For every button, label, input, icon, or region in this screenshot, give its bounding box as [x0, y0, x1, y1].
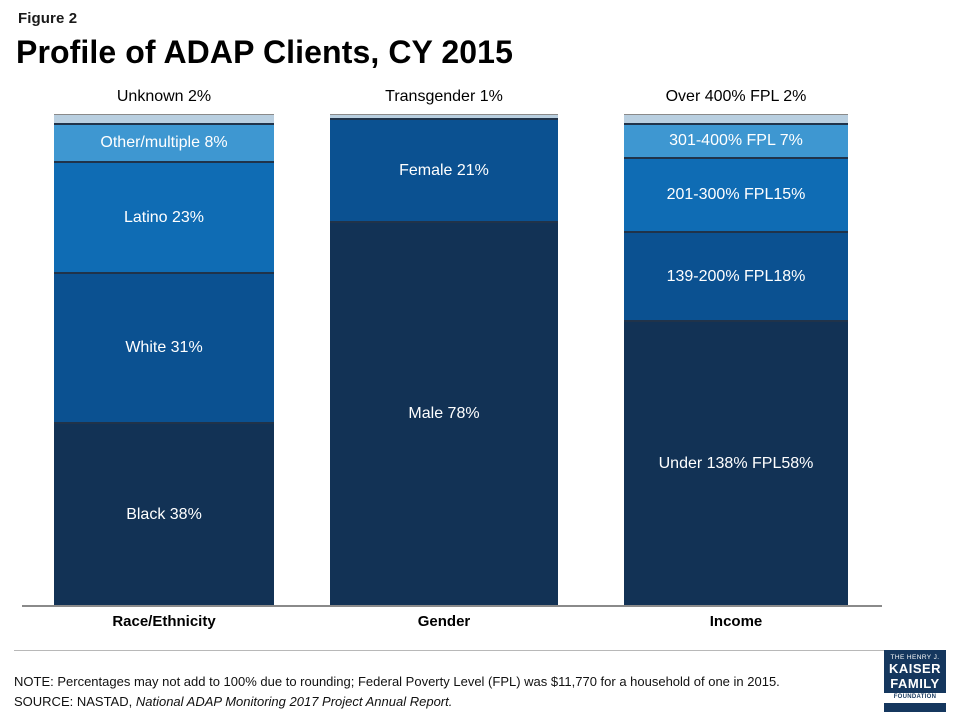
segment-label: White 31%	[125, 339, 203, 357]
segment-label: Black 38%	[126, 505, 202, 523]
segment-label: 139-200% FPL	[666, 267, 774, 285]
category-label-race: Race/Ethnicity	[112, 613, 216, 630]
segment-label: 58%	[781, 454, 814, 472]
segment-label: 201-300% FPL	[666, 186, 774, 204]
segment-label: Under 138% FPL	[658, 454, 782, 472]
segment-label: Male 78%	[408, 405, 480, 423]
bar-group-gender	[330, 88, 558, 608]
outside-label-race: Unknown 2%	[116, 88, 212, 105]
bar-segment-race-ethnicity-3	[54, 273, 274, 423]
stacked-bar-income	[624, 114, 848, 606]
footer-divider	[14, 650, 946, 651]
logo-line-3: FAMILY	[890, 675, 940, 691]
source-title: National ADAP Monitoring 2017 Project Annual Report.	[135, 694, 453, 710]
bar-segment-gender-2	[330, 222, 558, 606]
bar-segment-income-0	[624, 114, 848, 124]
category-label-gender: Gender	[417, 613, 471, 630]
chart-plot-area	[0, 88, 960, 608]
stacked-bar-race	[54, 114, 274, 606]
footnote	[14, 672, 874, 712]
page-title: Profile of ADAP Clients, CY 2015	[16, 34, 513, 70]
bar-segment-race-ethnicity-0	[54, 114, 274, 124]
footnote-source	[14, 692, 874, 712]
segment-label: Other/multiple 8%	[100, 134, 228, 152]
outside-label-gender: Transgender 1%	[385, 88, 503, 105]
bar-segment-race-ethnicity-2	[54, 162, 274, 273]
segment-label: 15%	[773, 186, 806, 204]
bar-segment-income-1	[624, 124, 848, 158]
category-label-income: Income	[709, 613, 763, 630]
logo-line-2: KAISER	[888, 661, 942, 677]
segment-label: 18%	[773, 267, 806, 285]
bar-segment-gender-1	[330, 119, 558, 222]
bar-group-income	[624, 88, 848, 608]
bar-group-race-ethnicity	[54, 88, 274, 608]
bar-segment-race-ethnicity-1	[54, 124, 274, 163]
figure-number: Figure 2	[18, 10, 78, 27]
category-axis-labels	[0, 613, 960, 637]
segment-label: 301-400% FPL 7%	[669, 132, 803, 150]
bar-segment-race-ethnicity-4	[54, 423, 274, 606]
logo-line-4: FOUNDATION	[884, 693, 946, 703]
stacked-bar-gender	[330, 114, 558, 606]
bar-segment-income-3	[624, 232, 848, 321]
source-prefix: SOURCE: NASTAD,	[14, 694, 136, 710]
segment-label: Latino 23%	[123, 208, 205, 226]
outside-label-income: Over 400% FPL 2%	[665, 88, 807, 105]
kff-logo	[884, 650, 946, 712]
bar-segment-income-4	[624, 321, 848, 606]
logo-line-1: THE HENRY J.	[890, 654, 940, 661]
segment-label: Female 21%	[399, 161, 489, 179]
axis-line	[22, 605, 882, 607]
footnote-note: NOTE: Percentages may not add to 100% due to rounding; Federal Poverty Level (FPL) was $11,770 for a household of one in 2015.	[14, 674, 780, 689]
bar-segment-income-2	[624, 158, 848, 232]
